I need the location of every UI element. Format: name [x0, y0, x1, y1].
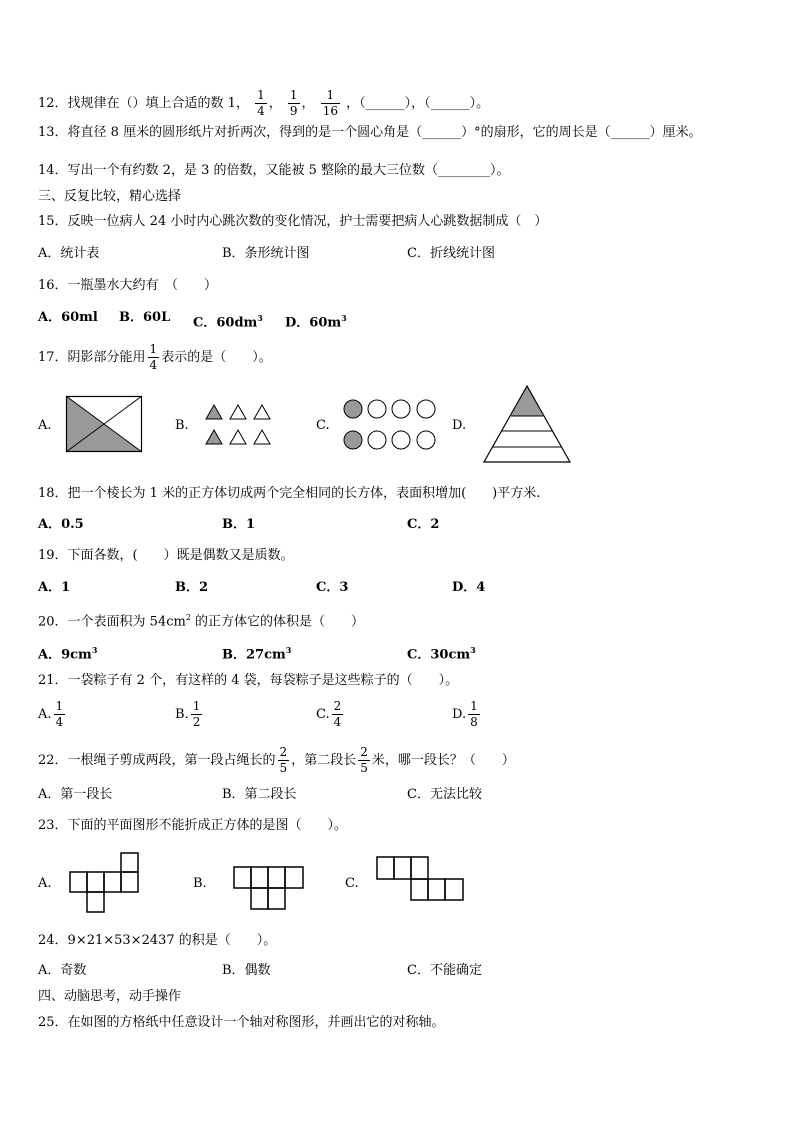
question-23: 23．下面的平面图形不能折成正方体的是图（ ）。: [38, 818, 348, 833]
q23-option-b[interactable]: B.: [193, 876, 207, 891]
question-20: 20．一个表面积为 $54cm^2$ 的正方体它的体积是（ ）: [38, 613, 365, 630]
section-3-heading: 三、反复比较，精心选择: [38, 189, 182, 204]
q20-option-a[interactable]: A．$9cm^3$: [38, 645, 98, 663]
q15-option-c[interactable]: C．折线统计图: [407, 246, 495, 261]
fraction-2-5: $\frac{2}{5}$: [279, 745, 288, 775]
q15-option-a[interactable]: A．统计表: [38, 246, 100, 261]
question-15: 15．反映一位病人 24 小时内心跳次数的变化情况，护士需要把病人心跳数据制成（ ）: [38, 214, 548, 229]
fraction-1-4: $\frac{1}{4}$: [149, 342, 158, 372]
q23-net-b: [233, 866, 305, 910]
q23-net-c: [376, 856, 466, 902]
q16-option-b[interactable]: B．60L: [119, 310, 171, 325]
q24-option-b[interactable]: B．偶数: [222, 963, 271, 978]
q15-option-b[interactable]: B．条形统计图: [222, 246, 310, 261]
q24-option-a[interactable]: A．奇数: [38, 963, 87, 978]
q19-option-b[interactable]: B．2: [175, 580, 209, 595]
q17-figure-c: [343, 399, 437, 451]
q19-option-c[interactable]: C．3: [316, 580, 349, 595]
question-19: 19．下面各数，( ）既是偶数又是质数。: [38, 548, 294, 563]
q19-option-d[interactable]: D．4: [452, 580, 486, 595]
q17-figure-d: [482, 384, 572, 464]
q20-option-b[interactable]: B．$27cm^3$: [222, 645, 292, 663]
q18-option-c[interactable]: C．2: [407, 517, 440, 532]
q17-option-c[interactable]: C.: [316, 418, 330, 433]
q17-figure-a: [66, 396, 142, 452]
q21-option-c[interactable]: C. $\frac{2}{4}$: [316, 699, 342, 729]
q16-option-a[interactable]: A．60ml: [38, 310, 98, 325]
question-13: 13．将直径 8 厘米的圆形纸片对折两次，得到的是一个圆心角是（______）°的扇形，它的周长是（______）厘米。: [38, 125, 702, 140]
q19-option-a[interactable]: A．1: [38, 580, 71, 595]
question-22: 22．一根绳子剪成两段，第一段占绳长的 $\frac{2}{5}$ ，第二段长 $\frac{2}{5}$ 米，哪一段长？（ ）: [38, 745, 515, 775]
q18-option-b[interactable]: B．1: [222, 517, 256, 532]
q21-option-a[interactable]: A. $\frac{1}{4}$: [38, 699, 64, 729]
question-25: 25．在如图的方格纸中任意设计一个轴对称图形，并画出它的对称轴。: [38, 1015, 445, 1030]
q17-figure-b: [205, 404, 271, 446]
fraction-1-4: $\frac{1}{4}$: [257, 88, 265, 118]
fraction-1-16: $\frac{1}{16}$: [322, 88, 338, 118]
q22-option-c[interactable]: C．无法比较: [407, 787, 482, 802]
q17-option-d[interactable]: D.: [452, 418, 467, 433]
question-18: 18．把一个棱长为 1 米的正方体切成两个完全相同的长方体，表面积增加( )平方米.: [38, 486, 541, 501]
question-16: 16．一瓶墨水大约有 （ ）: [38, 278, 218, 293]
question-12: 12．找规律在（）填上合适的数 1， $\frac{1}{4}$ ， $\frac{1}{9}$ ， $\frac{1}{16}$ ，（______），（______）。: [38, 88, 490, 118]
q20-option-c[interactable]: C．$30cm^3$: [407, 645, 476, 663]
fraction-2-5: $\frac{2}{5}$: [360, 745, 368, 775]
q23-net-a: [69, 852, 140, 914]
q21-option-b[interactable]: B. $\frac{1}{2}$: [175, 699, 201, 729]
q23-option-c[interactable]: C.: [345, 876, 359, 891]
q22-option-b[interactable]: B．第二段长: [222, 787, 297, 802]
q18-option-a[interactable]: A．0.5: [38, 517, 84, 532]
question-24: 24．9×21×53×2437 的积是（ ）。: [38, 933, 277, 948]
q23-option-a[interactable]: A.: [38, 876, 52, 891]
q16-option-d[interactable]: D．$60m^3$: [285, 313, 347, 331]
q17-option-a[interactable]: A.: [38, 418, 52, 433]
question-21: 21．一袋粽子有 2 个，有这样的 4 袋，每袋粽子是这些粽子的（ ）。: [38, 673, 459, 688]
fraction-1-9: $\frac{1}{9}$: [289, 88, 298, 118]
q22-option-a[interactable]: A．第一段长: [38, 787, 113, 802]
q21-option-d[interactable]: D. $\frac{1}{8}$: [452, 699, 478, 729]
question-17: 17．阴影部分能用 $\frac{1}{4}$ 表示的是（ ）。: [38, 342, 272, 372]
q24-option-c[interactable]: C．不能确定: [407, 963, 482, 978]
q17-option-b[interactable]: B.: [175, 418, 189, 433]
q16-option-c[interactable]: C．$60dm^3$: [193, 313, 263, 331]
section-4-heading: 四、动脑思考，动手操作: [38, 989, 182, 1004]
question-14: 14．写出一个有约数 2，是 3 的倍数，又能被 5 整除的最大三位数（________）。: [38, 163, 510, 178]
